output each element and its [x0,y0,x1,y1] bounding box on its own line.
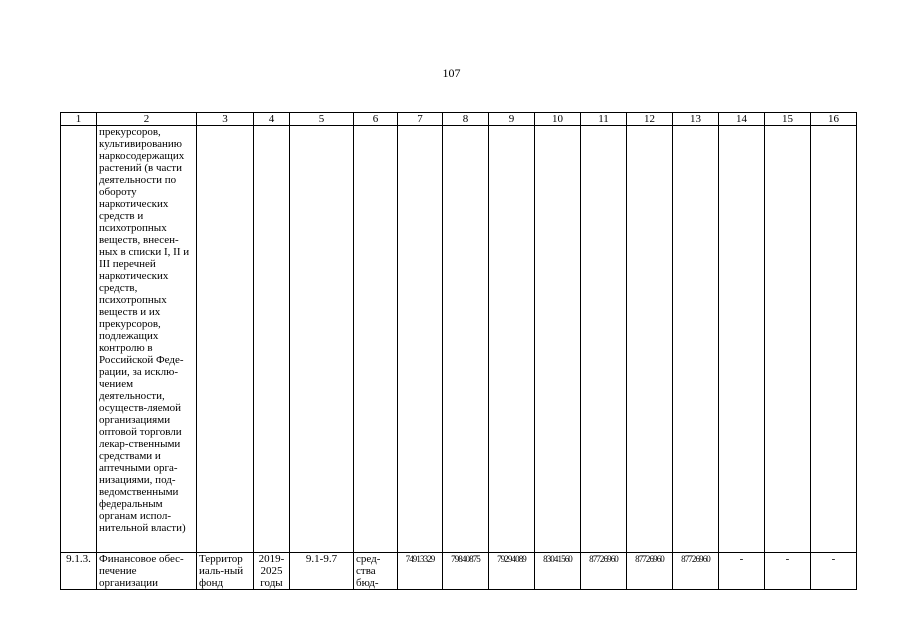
empty-cell [398,126,443,553]
row-value: 79294089 [489,553,535,590]
row-source: сред- ства бюд- [354,553,398,590]
empty-cell [290,126,354,553]
empty-cell [489,126,535,553]
column-number: 16 [811,113,857,126]
row-value: 87726960 [673,553,719,590]
empty-cell [627,126,673,553]
column-number: 5 [290,113,354,126]
column-number: 14 [719,113,765,126]
continuation-row [61,126,857,553]
empty-cell [765,126,811,553]
budget-table [60,112,857,590]
empty-cell [354,126,398,553]
continuation-text: прекурсоров, культивированию наркосодержащих растений (в части деятельности по обороту наркотических средств и психотропных веществ, внесен-ных в списки I, II и III перечней наркотических средств, психотропных веществ и их прекурсоров, подлежащих контролю в Российской Феде-рации, за исклю-чением деятельности, осуществ-ляемой организациями оптовой торговли лекар-ственными средствами и аптечными орга-низациями, под-ведомственными федеральным органам испол-нительной власти) [97,126,197,553]
column-number: 15 [765,113,811,126]
row-name: Финансовое обес- печение организации [97,553,197,590]
row-dash: - [719,553,765,590]
column-number: 13 [673,113,719,126]
column-number: 7 [398,113,443,126]
row-period: 2019- 2025 годы [254,553,290,590]
empty-cell [811,126,857,553]
empty-cell [61,126,97,553]
empty-cell [719,126,765,553]
row-indicator-link: 9.1-9.7 [290,553,354,590]
row-number: 9.1.3. [61,553,97,590]
column-number: 6 [354,113,398,126]
row-value: 74913329 [398,553,443,590]
column-number: 10 [535,113,581,126]
table-row [61,553,857,590]
empty-cell [443,126,489,553]
row-executor: Территор иаль-ный фонд [197,553,254,590]
column-number: 3 [197,113,254,126]
row-value: 87726960 [627,553,673,590]
column-number: 1 [61,113,97,126]
column-number: 8 [443,113,489,126]
empty-cell [197,126,254,553]
empty-cell [673,126,719,553]
row-value: 79840875 [443,553,489,590]
column-number: 9 [489,113,535,126]
column-number: 12 [627,113,673,126]
column-number: 11 [581,113,627,126]
column-number: 2 [97,113,197,126]
empty-cell [581,126,627,553]
row-dash: - [765,553,811,590]
empty-cell [254,126,290,553]
column-number-row [61,113,857,126]
column-number: 4 [254,113,290,126]
empty-cell [535,126,581,553]
row-value: 83041560 [535,553,581,590]
page-number: 107 [442,66,461,80]
row-dash: - [811,553,857,590]
row-value: 87726960 [581,553,627,590]
